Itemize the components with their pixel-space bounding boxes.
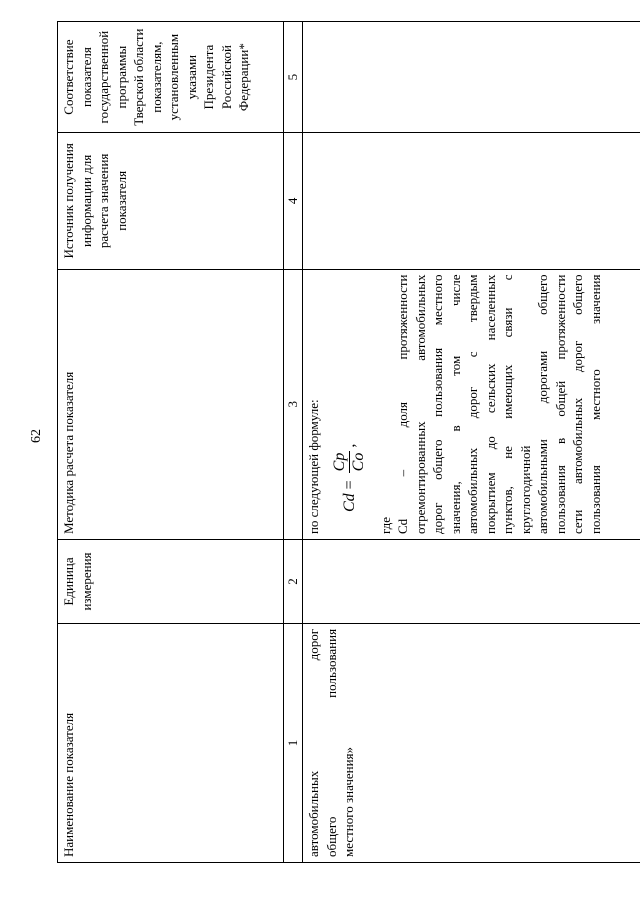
header-row (58, 22, 284, 863)
method-line: отремонтированных автомобильных (412, 274, 428, 535)
formula (323, 275, 377, 513)
method-intro: по следующей формуле: (306, 399, 321, 535)
cell-indicator-name (303, 623, 640, 862)
method-line: круглогодичной (517, 445, 533, 535)
method-line: покрытием до сельских населенных (482, 274, 498, 535)
cell-unit (303, 540, 640, 624)
formula-fraction (331, 451, 368, 474)
page-number: 62 (29, 429, 44, 443)
method-line: пунктов, не имеющих связи с (500, 274, 515, 535)
method-line: сети автомобильных дорог общего (570, 274, 585, 535)
cell-source (303, 133, 640, 269)
header-indicator-name: Наименование показателя (58, 623, 284, 862)
method-line: дорог общего пользования местного (430, 274, 445, 535)
column-number-5: 5 (284, 22, 303, 133)
header-source: Источник получения информации для расчета значения показателя (58, 133, 284, 269)
header-compliance: Соответствие показателя государственной программы Тверской области показателям, установленным указами Президента Российской Федерации* (58, 22, 284, 133)
indicator-table (57, 21, 640, 863)
method-line: значения, в том числе (447, 274, 463, 535)
formula-tail: , (340, 443, 358, 448)
header-unit: Единица измерения (58, 540, 284, 624)
formula-lhs: Cd (340, 493, 358, 513)
column-number-3: 3 (284, 269, 303, 540)
rotated-page (57, 21, 640, 863)
cell-method (303, 269, 640, 540)
formula-denominator: Co (350, 452, 367, 472)
name-line: автомобильных дорог (306, 628, 321, 857)
method-line: Cd – доля протяженности (395, 274, 410, 535)
method-line: автомобильных дорог с твердым (465, 274, 480, 535)
table-canvas (57, 21, 640, 863)
method-line: автомобильными дорогами общего (535, 274, 550, 535)
cell-compliance (303, 22, 640, 133)
column-number-row (284, 22, 303, 863)
column-number-1: 1 (284, 623, 303, 862)
formula-numerator: Cp (331, 452, 348, 472)
header-method: Методика расчета показателя (58, 269, 284, 540)
column-number-2: 2 (284, 540, 303, 624)
name-line: общего пользования (323, 628, 339, 857)
column-number-4: 4 (284, 133, 303, 269)
name-line: местного значения» (341, 746, 356, 857)
method-line: пользования местного значения (587, 274, 603, 535)
formula-equals: = (340, 476, 358, 494)
table-row (303, 22, 640, 863)
method-line: пользования в общей протяженности (552, 274, 568, 535)
method-where: где (377, 516, 393, 535)
